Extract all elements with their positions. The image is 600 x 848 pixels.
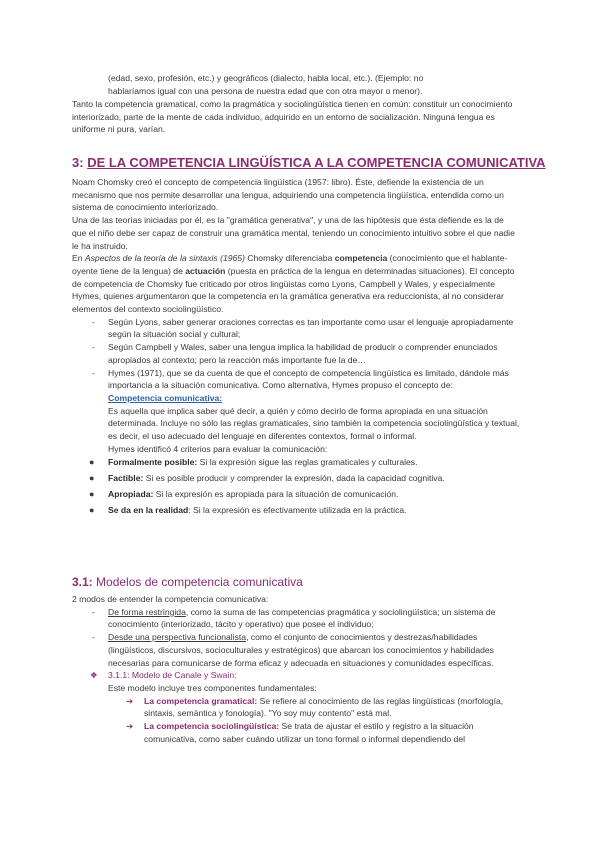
paragraph: Este modelo incluye tres componentes fundamentales: <box>108 682 317 693</box>
criteria-list <box>72 456 520 516</box>
section-3-1-body <box>0 593 600 745</box>
subsection-title: 3.1.1: Modelo de Canale y Swain: <box>108 670 237 681</box>
book-title: Aspectos de la teoría de la sintaxis (1965) <box>84 253 245 264</box>
text-run: (conocimiento que el hablante-oyente tiene de la lengua) de <box>72 253 508 276</box>
concept-definition: Es aquella que implica saber qué decir, a quién y cómo decirlo de forma apropiada en una situación determinada. Incluye no sólo las reglas gramaticales, sino también la competencia sociolingüística y textual, es decir, el uso adecuado del lenguaje en diferentes contextos, formal o informal. <box>108 405 520 442</box>
subsection-heading <box>72 669 520 682</box>
list-item: ● Se da en la realidad: Si la expresión es efectivamente utilizada en la práctica. <box>89 504 407 515</box>
section-title: Modelos de competencia comunicativa <box>92 575 303 589</box>
criterion-term: Formalmente posible: <box>108 457 198 468</box>
paragraph: Noam Chomsky creó el concepto de competencia lingüística (1957: libro). Éste, defiende la existencia de un mecanismo que nos permite desarrollar una lengua, adquiriendo una competencia lingüística, entendida como un sistema de conocimiento interiorizado. <box>72 177 504 213</box>
list-item-text: , como la suma de las competencias pragmática y sociolingüística; un sistema de conocimiento (interiorizado, tácito y operativo) que posee el individuo; <box>108 606 496 630</box>
list-item: - Según Lyons, saber generar oraciones correctas es tan importante como usar el lenguaje apropiadamente según la situación social y cultural; <box>92 316 514 340</box>
list-item <box>72 695 520 720</box>
list-item-text: , como el conjunto de conocimientos y destrezas/habilidades (lingüísticos, discursivos, socioculturales y estratégicos) que abarcan los conocimientos y habilidades necesarias para comunicarse de forma eficaz y adecuada en situaciones y comunidades específicas. <box>108 632 494 668</box>
paragraph: Tanto la competencia gramatical, como la pragmática y sociolingüística tienen en común: constituir un conocimiento interiorizado, parte de la mente de cada individuo, adquirido en un entorno de socialización. Ninguna lengua es uniforme ni pura, varían. <box>72 99 513 135</box>
component-text: Se trata de ajustar el estilo y registro a la situación comunicativa, como saber cuándo utilizar un tono formal o informal dependiendo del <box>144 721 474 744</box>
list-item: - Según Campbell y Wales, saber una lengua implica la habilidad de producir o comprender enunciados apropiados al contexto; pero la reacción más importante fue la de… <box>92 342 498 365</box>
list-item: ● Factible: Si es posible producir y comprender la expresión, dada la capacidad cognitiva. <box>89 473 445 484</box>
underlined-term: De forma restringida <box>108 606 186 617</box>
component-term: La competencia sociolingüística: <box>144 721 280 732</box>
continued-list-text <box>0 72 600 97</box>
criterion-term: Apropiada: <box>108 488 154 499</box>
concept-title-link[interactable]: Competencia comunicativa: <box>108 392 223 403</box>
arrow-bullet-icon: ➔ <box>126 695 134 706</box>
text-run: (puesta en práctica de la lengua en determinadas situaciones). El concepto de competencia de Chomsky fue criticado por otros lingüistas como Lyons, Campbell y Wales, y especialmente Hymes, quienes argumentaron que la competencia en la gramática generativa era reduccionista, al no considerar elementos del contexto sociolingüístico. <box>72 265 515 315</box>
component-term: La competencia gramatical: <box>144 695 258 706</box>
section-3-1-heading <box>72 575 303 590</box>
criterion-text: : Si la expresión es efectivamente utilizada en la práctica. <box>188 504 407 515</box>
models-list <box>72 606 520 670</box>
list-item: - Hymes (1971), que se da cuenta de que el concepto de competencia lingüística es limitado, dándole más importancia a la situación comunicativa. Como alternativa, Hymes propuso el concepto de: <box>92 367 509 391</box>
communicative-competence-block <box>72 392 520 456</box>
term-actuacion: actuación <box>185 265 226 276</box>
text-line: hablaríamos igual con una persona de nuestra edad que con otra mayor o menor). <box>108 85 423 96</box>
criterion-text: Si la expresión es apropiada para la situación de comunicación. <box>153 488 399 499</box>
underlined-term: Desde una perspectiva funcionalista <box>108 632 247 643</box>
list-item <box>72 720 520 745</box>
paragraph: 2 modos de entender la competencia comunicativa: <box>72 594 269 604</box>
criterion-text: Si es posible producir y comprender la expresión, dada la capacidad cognitiva. <box>143 473 445 484</box>
components-list <box>72 695 520 746</box>
diamond-bullet-icon: ❖ <box>90 670 98 681</box>
list-item-text: Según Lyons, saber generar oraciones correctas es tan importante como usar el lenguaje apropiadamente según la situación social y cultural; <box>108 316 514 340</box>
term-competencia: competencia <box>334 253 388 264</box>
criterion-text: Si la expresión sigue las reglas gramaticales y culturales. <box>197 457 418 468</box>
section-3-body <box>0 176 600 519</box>
criteria-intro: Hymes identificó 4 criterios para evaluar la comunicación: <box>108 443 328 454</box>
section-number: 3.1: <box>72 575 93 589</box>
text-line: (edad, sexo, profesión, etc.) y geográficos (dialecto, habla local, etc.). (Ejemplo: no <box>108 73 424 83</box>
section-3-heading <box>72 155 546 171</box>
criterion-term: Factible: <box>108 473 144 484</box>
list-item-text: Hymes (1971), que se da cuenta de que el concepto de competencia lingüística es limitado, dándole más importancia a la situación comunicativa. Como alternativa, Hymes propuso el concepto de: <box>108 367 509 391</box>
text-run: Chomsky diferenciaba <box>244 253 335 264</box>
list-item: ● Formalmente posible: Si la expresión sigue las reglas gramaticales y culturales. <box>89 457 418 468</box>
component-text: Se refiere al conocimiento de las reglas lingüísticas (morfología, sintaxis, semántica y fonología). "Yo soy muy contento" está mal. <box>144 695 504 719</box>
list-item-text: Según Campbell y Wales, saber una lengua implica la habilidad de producir o comprender enunciados apropiados al contexto; pero la reacción más importante fue la de… <box>108 342 498 365</box>
arrow-bullet-icon: ➔ <box>126 721 134 732</box>
list-item: ● Apropiada: Si la expresión es apropiada para la situación de comunicación. <box>89 488 399 499</box>
paragraph <box>72 252 520 316</box>
intro-paragraph <box>0 98 600 136</box>
paragraph: Una de las teorías iniciadas por él, es la "gramática generativa", y una de las hipótesis que ésta defiende es la de que el niño debe ser capaz de construir una gramática mental, teniendo un conocimiento intuitivo sobre el que nadie le ha instruido. <box>72 215 515 251</box>
list-item: - De forma restringida, como la suma de las competencias pragmática y sociolingüística; un sistema de conocimiento (interiorizado, tácito y operativo) que posee el individuo; <box>92 606 496 630</box>
section-title: DE LA COMPETENCIA LINGÜÍSTICA A LA COMPETENCIA COMUNICATIVA <box>87 155 546 170</box>
criterion-term: Se da en la realidad <box>108 504 189 515</box>
text-run: En <box>72 253 85 264</box>
list-item: - Desde una perspectiva funcionalista, como el conjunto de conocimientos y destrezas/habilidades (lingüísticos, discursivos, socioculturales y estratégicos) que abarcan los conocimientos y habilidades necesarias para comunicarse de forma eficaz y adecuada en situaciones y comunidades específicas. <box>92 632 494 668</box>
critics-list <box>72 316 520 392</box>
section-number: 3: <box>72 155 84 170</box>
